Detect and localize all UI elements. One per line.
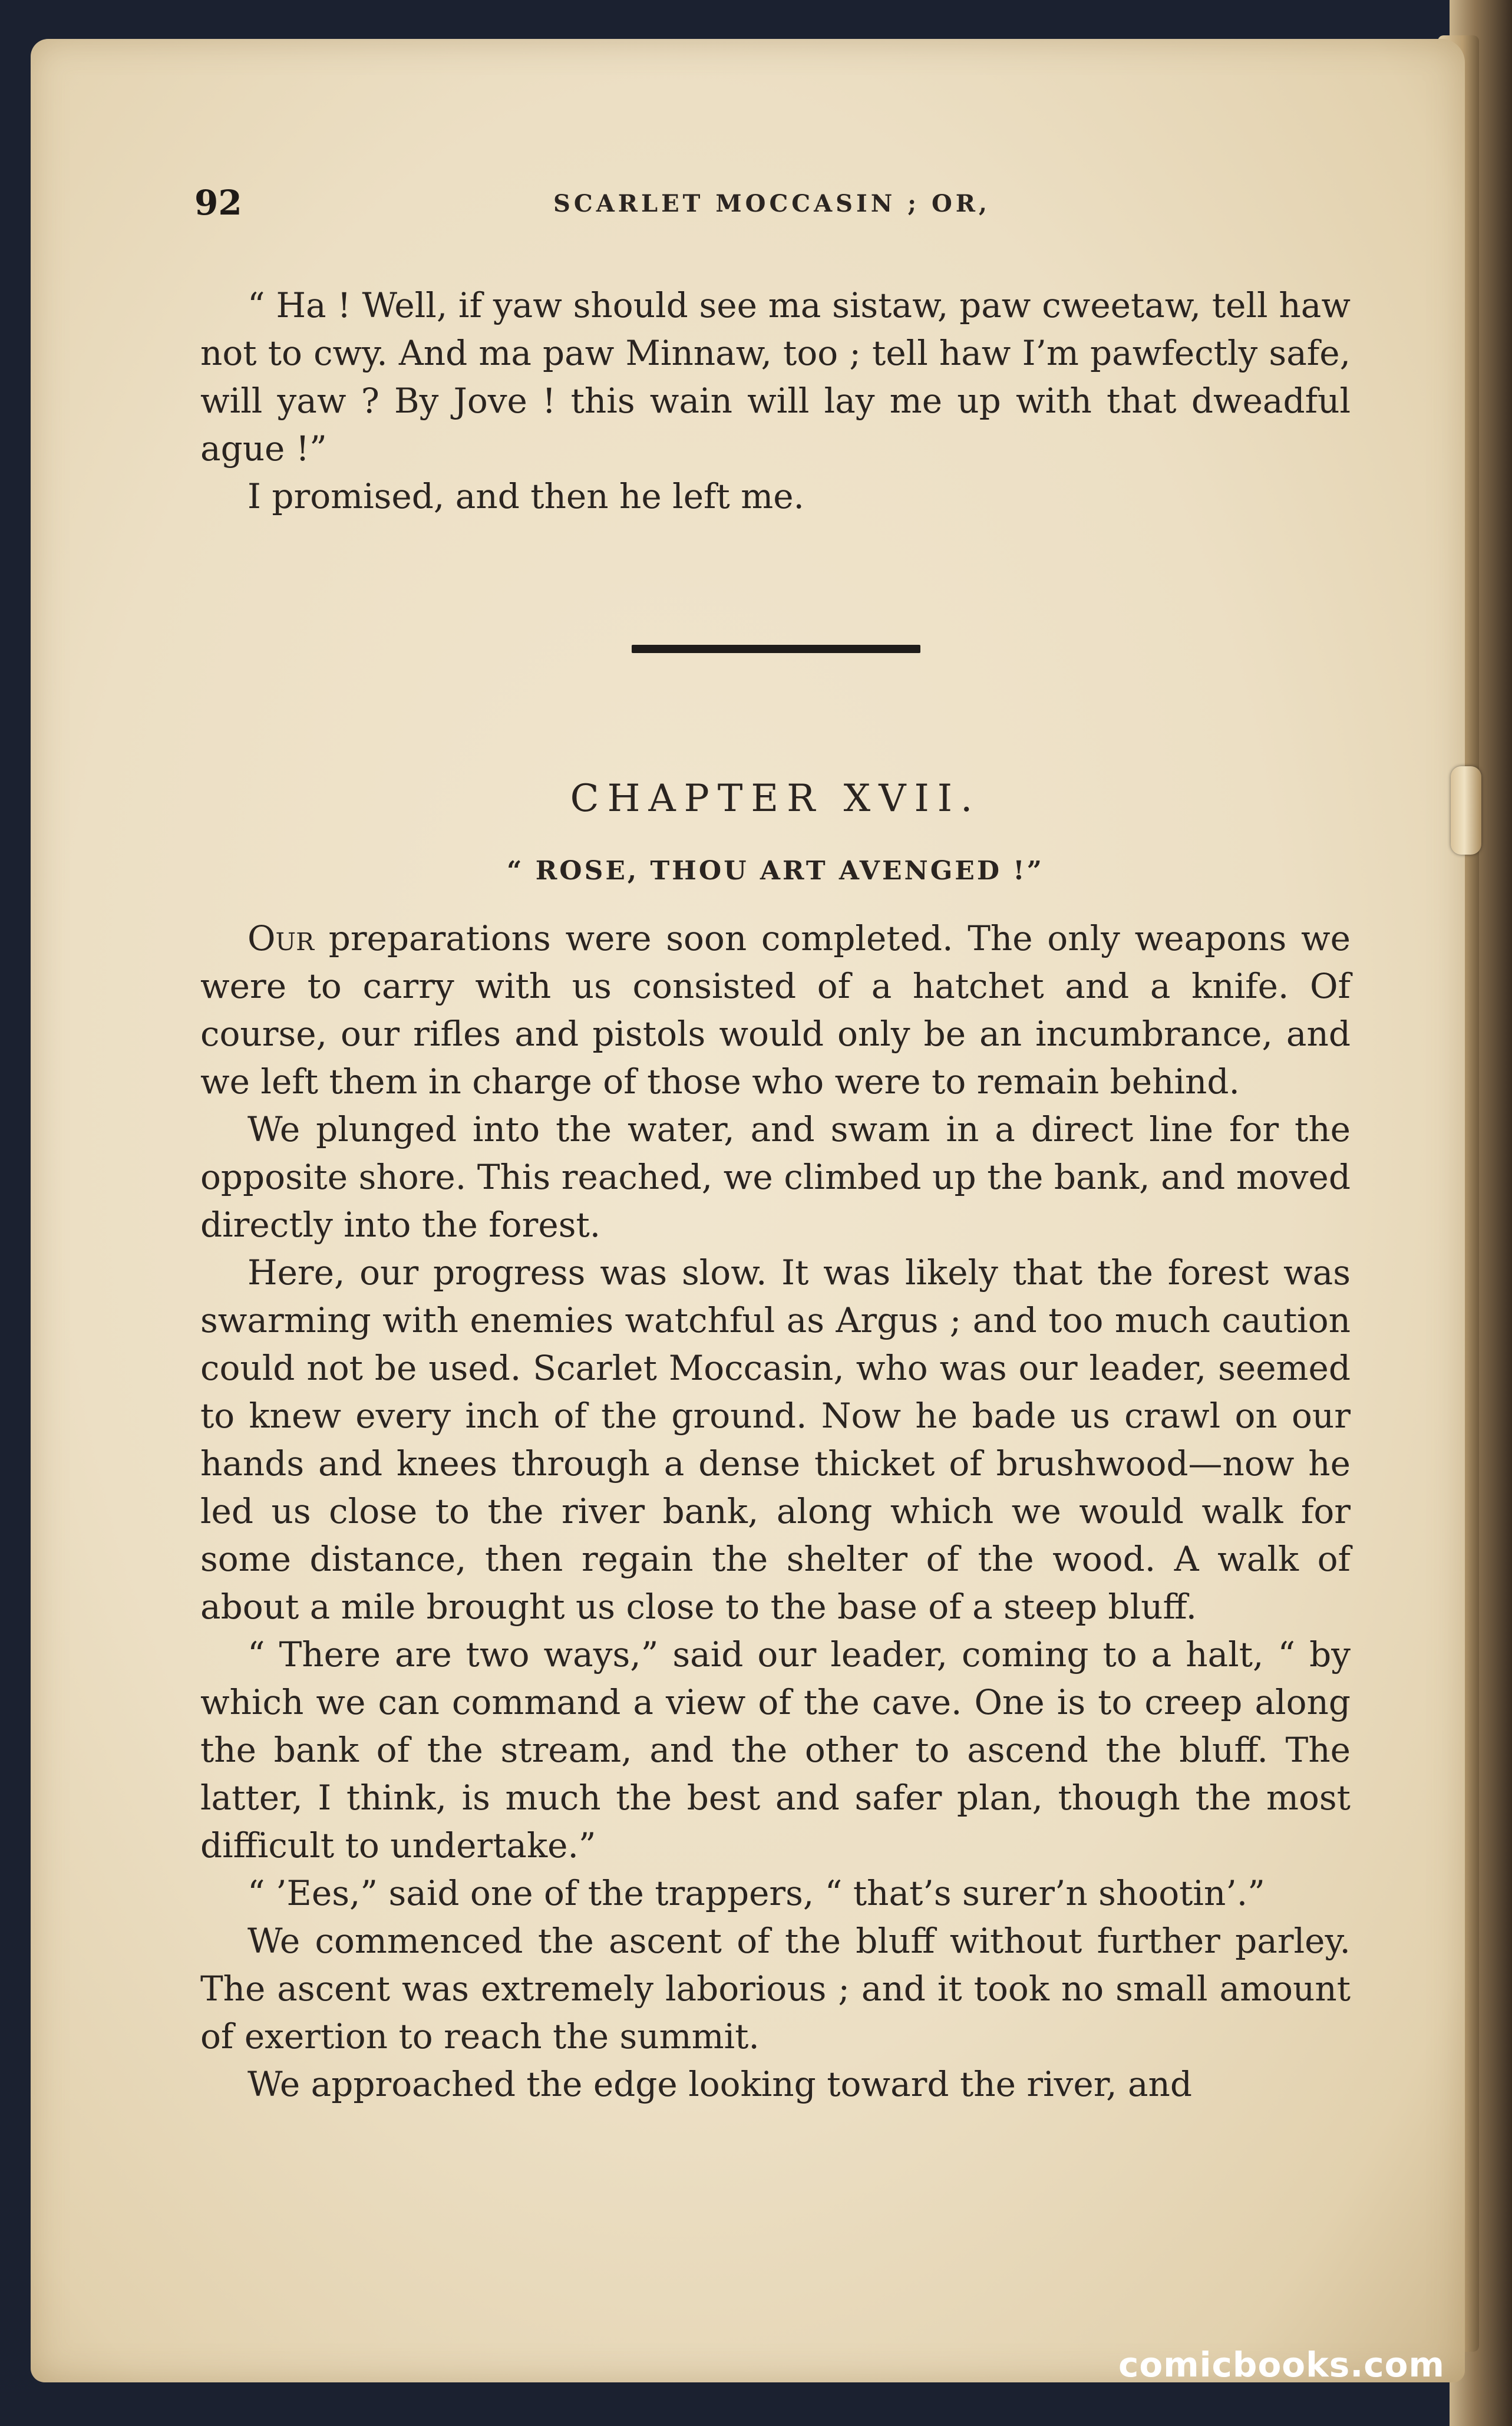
chapter-subtitle: “ ROSE, THOU ART AVENGED !” — [507, 856, 1044, 886]
chapter-title: CHAPTER XVII. — [570, 777, 981, 820]
paragraph: “ Ha ! Well, if yaw should see ma sistaw, paw cweetaw, tell haw not to cwy. And ma paw Minnaw, too ; tell haw I’m pawfectly safe, will yaw ? By Jove ! this wain will lay me up with that dweadful ague !” — [200, 285, 1351, 469]
page-number: 92 — [194, 183, 242, 223]
paragraph: “ There are two ways,” said our leader, coming to a halt, “ by which we can command a view of the cave. One is to creep along the bank of the stream, and the other to ascend the bluff. The latter, I think, is much the best and safer plan, though the most difficult to undertake.” — [200, 1634, 1351, 1865]
site-watermark: comicbooks.com — [1118, 2345, 1445, 2385]
running-title: SCARLET MOCCASIN ; OR, — [553, 190, 991, 217]
paragraph: “ ’Ees,” said one of the trappers, “ that’s surer’n shootin’.” — [247, 1873, 1265, 1913]
section-divider — [632, 645, 920, 653]
binding-clip — [1451, 766, 1481, 855]
paragraph: Here, our progress was slow. It was likely that the forest was swarming with enemies watchful as Argus ; and too much caution could not be used. Scarlet Moccasin, who was our leader, seemed to knew every inch of the ground. Now he bade us crawl on our hands and knees through a dense thicket of brushwood—now he led us close to the river bank, along which we would walk for some distance, then regain the shelter of the wood. A walk of about a mile brought us close to the base of a steep bluff. — [200, 1252, 1351, 1627]
drop-word: Our — [247, 918, 314, 958]
paragraph-text: preparations were soon completed. The only weapons we were to carry with us consisted of a hatchet and a knife. Of course, our rifles and pistols would only be an incumbrance, and we left them in charge of those who were to remain behind. — [200, 918, 1351, 1102]
chapter-body — [200, 915, 1351, 2108]
paragraph: We commenced the ascent of the bluff without further parley. The ascent was extremely laborious ; and it took no small amount of exertion to reach the summit. — [200, 1921, 1351, 2056]
paragraph: I promised, and then he left me. — [247, 476, 804, 516]
paragraph: We plunged into the water, and swam in a direct line for the opposite shore. This reached, we climbed up the bank, and moved directly into the forest. — [200, 1109, 1351, 1245]
opening-text — [200, 282, 1351, 520]
paragraph: We approached the edge looking toward the river, and — [247, 2064, 1193, 2104]
paragraph — [200, 915, 1351, 1106]
running-head — [194, 177, 1349, 248]
